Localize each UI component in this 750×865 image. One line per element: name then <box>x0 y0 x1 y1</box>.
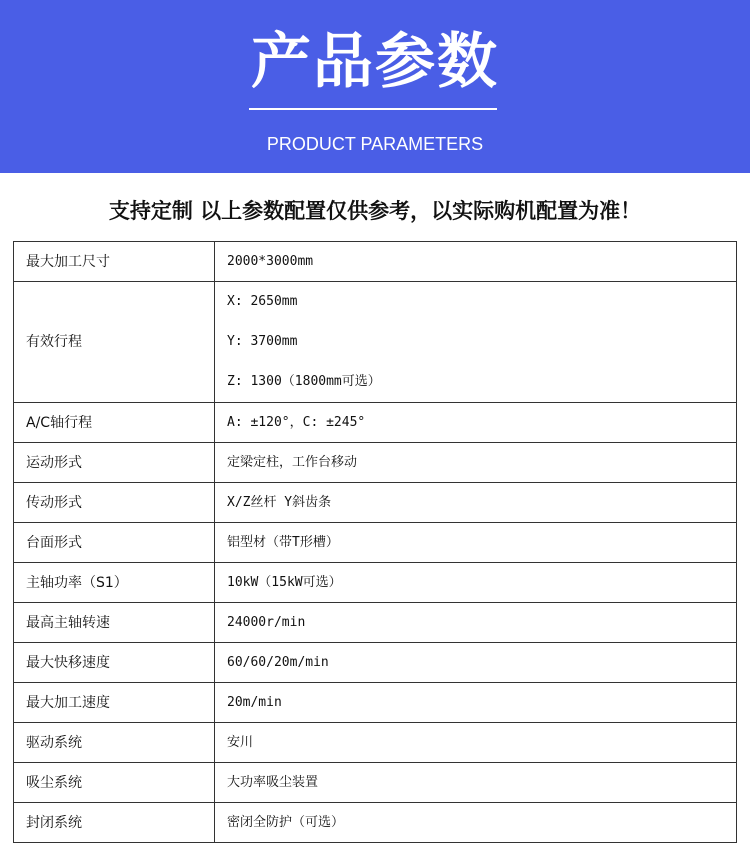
param-value: 60/60/20m/min <box>215 643 737 683</box>
table-row <box>14 483 737 523</box>
customization-notice: 支持定制 以上参数配置仅供参考，以实际购机配置为准！ <box>108 199 642 223</box>
param-label: 运动形式 <box>14 443 215 483</box>
param-value: 铝型材（带T形槽） <box>215 523 737 563</box>
table-row <box>14 523 737 563</box>
page-title: 产品参数 <box>251 27 499 97</box>
param-label: 主轴功率（S1） <box>14 563 215 603</box>
page-subtitle: PRODUCT PARAMETERS <box>266 134 484 154</box>
param-label: 最高主轴转速 <box>14 603 215 643</box>
table-row <box>14 603 737 643</box>
param-label: 封闭系统 <box>14 803 215 843</box>
param-label: 台面形式 <box>14 523 215 563</box>
table-row <box>14 282 737 403</box>
param-value: 密闭全防护（可选） <box>215 803 737 843</box>
param-label: 吸尘系统 <box>14 763 215 803</box>
table-row <box>14 723 737 763</box>
param-label: 有效行程 <box>14 282 215 403</box>
param-value: 定梁定柱，工作台移动 <box>215 443 737 483</box>
param-value: 20m/min <box>215 683 737 723</box>
param-value: 24000r/min <box>215 603 737 643</box>
param-value: 2000*3000mm <box>215 242 737 282</box>
param-value-multiline <box>215 282 737 403</box>
table-row <box>14 563 737 603</box>
param-label: 最大快移速度 <box>14 643 215 683</box>
travel-y: Y: 3700mm <box>227 334 298 349</box>
param-label: 传动形式 <box>14 483 215 523</box>
table-row <box>14 443 737 483</box>
param-value: 10kW（15kW可选） <box>215 563 737 603</box>
param-value: 安川 <box>215 723 737 763</box>
param-value: A: ±120°，C: ±245° <box>215 403 737 443</box>
param-label: A/C轴行程 <box>14 403 215 443</box>
travel-x: X: 2650mm <box>227 294 298 309</box>
table-row <box>14 683 737 723</box>
parameter-table <box>13 241 737 843</box>
travel-z: Z: 1300（1800mm可选） <box>227 374 381 389</box>
param-label: 驱动系统 <box>14 723 215 763</box>
param-value: 大功率吸尘装置 <box>215 763 737 803</box>
param-value: X/Z丝杆 Y斜齿条 <box>215 483 737 523</box>
table-row <box>14 803 737 843</box>
header-banner <box>0 0 750 173</box>
table-row <box>14 643 737 683</box>
table-row <box>14 403 737 443</box>
param-label: 最大加工尺寸 <box>14 242 215 282</box>
title-divider <box>249 108 497 110</box>
param-label: 最大加工速度 <box>14 683 215 723</box>
table-row <box>14 763 737 803</box>
table-row <box>14 242 737 282</box>
